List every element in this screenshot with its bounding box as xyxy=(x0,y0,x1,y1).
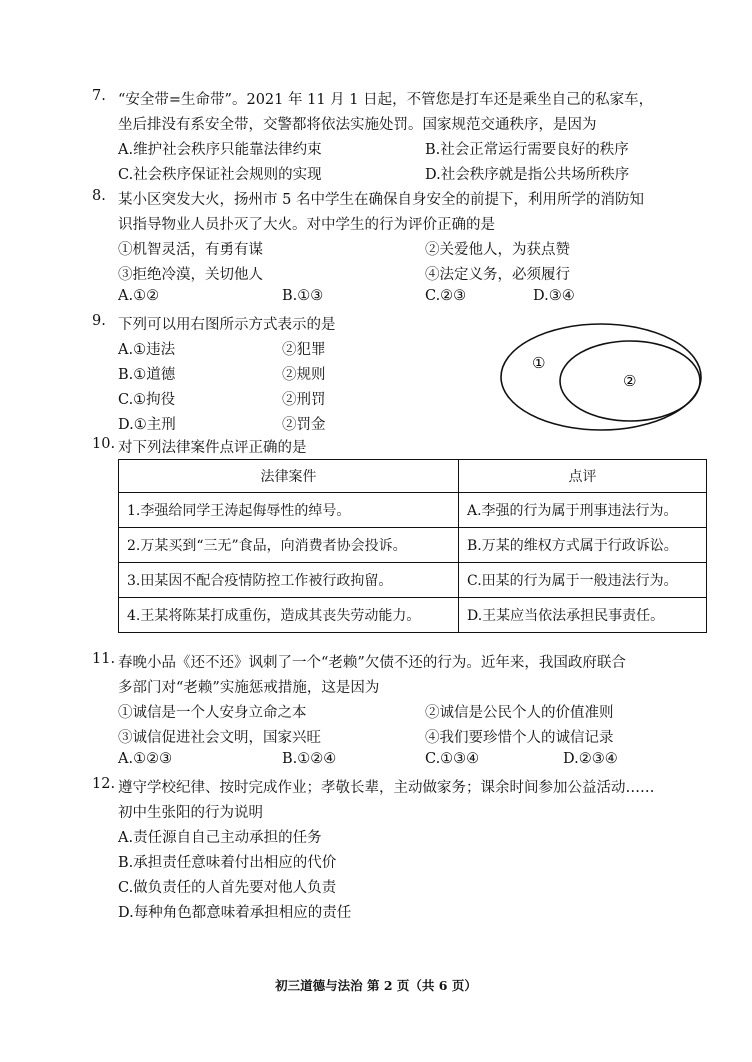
option-b: B.①③ xyxy=(282,288,324,304)
question-stem-line: 初中生张阳的行为说明 xyxy=(118,805,263,821)
table-header-cell: 法律案件 xyxy=(119,460,459,493)
question-number: 7. xyxy=(92,88,106,104)
statement-4: ④我们要珍惜个人的诚信记录 xyxy=(425,730,614,746)
option-c: C.做负责任的人首先要对他人负责 xyxy=(118,880,337,896)
option-b-item-1: B.①道德 xyxy=(118,367,176,383)
table-row xyxy=(119,528,707,563)
question-number: 8. xyxy=(92,188,106,204)
table-cell: D.王某应当依法承担民事责任。 xyxy=(459,598,707,633)
statement-4: ④法定义务，必须履行 xyxy=(425,267,570,283)
option-a: A.维护社会秩序只能靠法律约束 xyxy=(118,142,322,158)
table-row xyxy=(119,598,707,633)
option-c: C.社会秩序保证社会规则的实现 xyxy=(118,167,322,183)
question-stem-line: 对下列法律案件点评正确的是 xyxy=(118,440,307,456)
option-d-item-2: ②罚金 xyxy=(282,417,326,433)
venn-inner-label: ② xyxy=(623,372,637,390)
question-stem-line: 某小区突发大火，扬州市 5 名中学生在确保自身安全的前提下，利用所学的消防知 xyxy=(118,192,644,208)
statement-2: ②诚信是公民个人的价值准则 xyxy=(425,705,614,721)
law-cases-table xyxy=(118,459,707,633)
question-number: 9. xyxy=(92,313,106,329)
option-c: C.②③ xyxy=(425,288,467,304)
statement-1: ①机智灵活，有勇有谋 xyxy=(118,242,263,258)
statement-3: ③诚信促进社会文明，国家兴旺 xyxy=(118,730,321,746)
table-cell: A.李强的行为属于刑事违法行为。 xyxy=(459,493,707,528)
statement-2: ②关爱他人，为获点赞 xyxy=(425,242,570,258)
option-a-item-2: ②犯罪 xyxy=(282,342,326,358)
table-header-cell: 点评 xyxy=(459,460,707,493)
statement-1: ①诚信是一个人安身立命之本 xyxy=(118,705,307,721)
question-stem-line: 春晚小品《还不还》讽刺了一个“老赖”欠债不还的行为。近年来，我国政府联合 xyxy=(118,655,626,671)
table-row xyxy=(119,493,707,528)
option-b: B.承担责任意味着付出相应的代价 xyxy=(118,855,337,871)
question-stem-line: 遵守学校纪律、按时完成作业；孝敬长辈，主动做家务；课余时间参加公益活动…… xyxy=(118,780,655,796)
option-c: C.①③④ xyxy=(425,751,480,767)
venn-diagram xyxy=(500,322,702,432)
option-d: D.每种角色都意味着承担相应的责任 xyxy=(118,905,352,921)
question-stem-line: 多部门对“老赖”实施惩戒措施，这是因为 xyxy=(118,680,380,696)
venn-outer-label: ① xyxy=(532,354,546,372)
question-stem-line: 坐后排没有系安全带，交警都将依法实施处罚。国家规范交通秩序，是因为 xyxy=(118,117,597,133)
option-c-item-2: ②刑罚 xyxy=(282,392,326,408)
option-a: A.①②③ xyxy=(118,751,173,767)
option-b: B.社会正常运行需要良好的秩序 xyxy=(425,142,629,158)
table-cell: 2.万某买到“三无”食品，向消费者协会投诉。 xyxy=(119,528,459,563)
question-number: 12. xyxy=(92,776,116,792)
question-number: 10. xyxy=(92,436,116,452)
option-b-item-2: ②规则 xyxy=(282,367,326,383)
option-a: A.①② xyxy=(118,288,160,304)
table-cell: C.田某的行为属于一般违法行为。 xyxy=(459,563,707,598)
option-d: D.社会秩序就是指公共场所秩序 xyxy=(425,167,630,183)
statement-3: ③拒绝冷漠，关切他人 xyxy=(118,267,263,283)
option-c-item-1: C.①拘役 xyxy=(118,392,176,408)
table-cell: 1.李强给同学王涛起侮辱性的绰号。 xyxy=(119,493,459,528)
table-row xyxy=(119,563,707,598)
page-footer: 初三道德与法治 第 2 页（共 6 页） xyxy=(275,978,477,993)
question-number: 11. xyxy=(92,651,116,667)
option-d: D.③④ xyxy=(533,288,575,304)
question-stem-line: 识指导物业人员扑灭了大火。对中学生的行为评价正确的是 xyxy=(118,217,495,233)
table-cell: 4.王某将陈某打成重伤，造成其丧失劳动能力。 xyxy=(119,598,459,633)
option-d-item-1: D.①主刑 xyxy=(118,417,176,433)
table-cell: 3.田某因不配合疫情防控工作被行政拘留。 xyxy=(119,563,459,598)
question-stem-line: “安全带=生命带”。2021 年 11 月 1 日起，不管您是打车还是乘坐自己的私家车， xyxy=(118,92,654,108)
table-header-row xyxy=(119,460,707,493)
option-d: D.②③④ xyxy=(563,751,618,767)
option-a-item-1: A.①违法 xyxy=(118,342,176,358)
table-cell: B.万某的维权方式属于行政诉讼。 xyxy=(459,528,707,563)
option-a: A.责任源自自己主动承担的任务 xyxy=(118,830,322,846)
question-stem-line: 下列可以用右图所示方式表示的是 xyxy=(118,317,336,333)
option-b: B.①②④ xyxy=(282,751,337,767)
